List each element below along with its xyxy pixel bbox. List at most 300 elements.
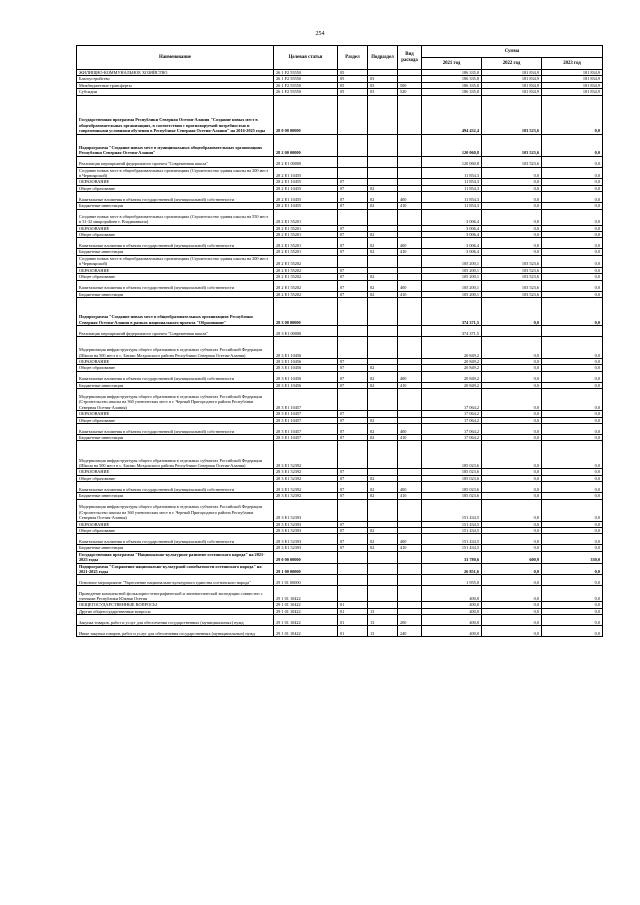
row-vid: 410 (398, 493, 422, 499)
row-vid (398, 551, 422, 563)
row-sum-2021: 11 854,3 (422, 203, 482, 209)
row-sum-2021: 17 064,2 (422, 434, 482, 440)
row-section: 07 (338, 469, 368, 475)
row-sum-2023: 330,0 (542, 551, 603, 563)
row-sum-2021: 374 371,5 (422, 325, 482, 336)
row-target-code: 28 2 E1 55201 (274, 232, 338, 238)
row-target-code: 28 2 E1 55201 (274, 238, 338, 249)
row-sum-2022: 0,0 (482, 493, 542, 499)
row-sum-2022: 103 523,6 (482, 274, 542, 280)
row-subsection (368, 563, 398, 575)
row-name: Бюджетные инвестиции (77, 203, 274, 209)
row-vid: 520 (398, 89, 422, 95)
row-section: 07 (338, 434, 368, 440)
row-section (338, 389, 368, 411)
row-sum-2021: 151 434,5 (422, 499, 482, 521)
row-section (338, 551, 368, 563)
row-vid (398, 134, 422, 156)
row-target-code: 29 1 00 00000 (274, 563, 338, 575)
row-subsection: 02 (368, 185, 398, 191)
row-name: Капитальные вложения в объекты государственной (муниципальной) собственности (77, 280, 274, 291)
row-name: Бюджетные инвестиции (77, 382, 274, 388)
row-sum-2023: 0,0 (542, 499, 603, 521)
row-subsection: 02 (368, 434, 398, 440)
row-name: ОБРАЗОВАНИЕ (77, 267, 274, 273)
row-name: Модернизация инфраструктуры общего образования в отдельных субъектах Российской Федерации (Строительство школы на 360 ученических мест в г. Черный Пригородного района Республики Северная Осетия-Алания) (77, 499, 274, 521)
row-sum-2022: 0,0 (482, 441, 542, 469)
row-vid (398, 255, 422, 267)
row-sum-2021: 185 023,6 (422, 475, 482, 481)
row-target-code: 28 3 E1 52392 (274, 469, 338, 475)
row-sum-2022: 181 834,9 (482, 76, 542, 82)
row-target-code: 28 3 E1 52393 (274, 527, 338, 533)
table-row (77, 575, 603, 586)
row-sum-2022: 103 523,6 (482, 156, 542, 167)
row-section: 07 (338, 358, 368, 364)
row-subsection: 02 (368, 482, 398, 493)
row-sum-2022: 0,0 (482, 365, 542, 371)
row-subsection (368, 336, 398, 358)
row-vid: 200 (398, 615, 422, 626)
row-subsection: 13 (368, 608, 398, 614)
row-target-code: 28 2 E1 00000 (274, 156, 338, 167)
row-sum-2022: 0,0 (482, 371, 542, 382)
row-sum-2022: 0,0 (482, 179, 542, 185)
row-sum-2023: 0,0 (542, 434, 603, 440)
row-sum-2022: 0,0 (482, 608, 542, 614)
row-name: ОБРАЗОВАНИЕ (77, 225, 274, 231)
row-subsection: 02 (368, 382, 398, 388)
row-sum-2022: 0,0 (482, 249, 542, 255)
row-name: Общее образование (77, 365, 274, 371)
row-target-code: 28 3 E1 10456 (274, 358, 338, 364)
row-target-code: 28 2 E1 10455 (274, 192, 338, 203)
header-section: Раздел (338, 46, 368, 70)
table-row (77, 192, 603, 203)
row-subsection (368, 297, 398, 325)
row-name: Бюджетные инвестиции (77, 249, 274, 255)
row-vid: 240 (398, 626, 422, 637)
row-sum-2021: 186 335,8 (422, 70, 482, 76)
row-section: 07 (338, 179, 368, 185)
row-section: 05 (338, 70, 368, 76)
row-name: ОБРАЗОВАНИЕ (77, 469, 274, 475)
row-sum-2022: 0,0 (482, 411, 542, 417)
row-vid: 400 (398, 482, 422, 493)
row-sum-2022: 103 523,6 (482, 95, 542, 134)
row-sum-2022: 0,0 (482, 167, 542, 179)
row-vid (398, 575, 422, 586)
row-subsection: 13 (368, 626, 398, 637)
row-name: Государственная программа "Национально-культурное развитие осетинского народа" на 2021-2025 годы (77, 551, 274, 563)
row-sum-2022: 0,0 (482, 185, 542, 191)
row-sum-2021: 11 854,3 (422, 179, 482, 185)
row-name: Бюджетные инвестиции (77, 493, 274, 499)
row-section: 01 (338, 626, 368, 637)
row-name: Капитальные вложения в объекты государственной (муниципальной) собственности (77, 423, 274, 434)
row-vid: 410 (398, 291, 422, 297)
row-sum-2023: 0,0 (542, 586, 603, 602)
row-name: Закупка товаров, работ и услуг для обеспечения государственных (муниципальных) нужд (77, 615, 274, 626)
row-sum-2023: 0,0 (542, 382, 603, 388)
row-sum-2023: 0,0 (542, 203, 603, 209)
table-row (77, 209, 603, 225)
row-target-code: 29 1 01 10422 (274, 608, 338, 614)
table-row (77, 626, 603, 637)
row-sum-2023: 0,0 (542, 615, 603, 626)
row-sum-2021: 11 854,3 (422, 167, 482, 179)
row-sum-2021: 151 434,5 (422, 534, 482, 545)
row-name: Капитальные вложения в объекты государственной (муниципальной) собственности (77, 238, 274, 249)
table-row (77, 482, 603, 493)
row-subsection: 02 (368, 249, 398, 255)
row-subsection (368, 255, 398, 267)
row-target-code: 28 2 E1 10455 (274, 203, 338, 209)
row-sum-2022: 103 523,6 (482, 255, 542, 267)
row-section (338, 209, 368, 225)
row-sum-2021: 3 006,4 (422, 225, 482, 231)
row-sum-2022: 0,0 (482, 475, 542, 481)
row-target-code: 28 2 E1 55201 (274, 249, 338, 255)
row-sum-2021: 17 064,2 (422, 417, 482, 423)
row-subsection: 02 (368, 274, 398, 280)
row-vid: 400 (398, 423, 422, 434)
row-name: ОБРАЗОВАНИЕ (77, 179, 274, 185)
row-sum-2023: 0,0 (542, 521, 603, 527)
table-row (77, 167, 603, 179)
table-row (77, 336, 603, 358)
row-vid (398, 563, 422, 575)
row-sum-2022: 0,0 (482, 521, 542, 527)
row-sum-2023: 0,0 (542, 545, 603, 551)
row-subsection: 02 (368, 475, 398, 481)
row-subsection: 02 (368, 545, 398, 551)
row-name: Подпрограмма "Сохранение национально-культурной самобытности осетинского народа" на 2021-2025 годы (77, 563, 274, 575)
row-section: 07 (338, 192, 368, 203)
row-subsection (368, 586, 398, 602)
row-subsection (368, 551, 398, 563)
row-section: 07 (338, 371, 368, 382)
table-row (77, 615, 603, 626)
row-vid: 400 (398, 280, 422, 291)
row-subsection: 03 (368, 89, 398, 95)
row-target-code: 29 1 01 10422 (274, 602, 338, 608)
row-section (338, 255, 368, 267)
row-subsection: 02 (368, 493, 398, 499)
table-row (77, 563, 603, 575)
row-subsection: 02 (368, 192, 398, 203)
row-sum-2022: 0,0 (482, 563, 542, 575)
row-sum-2022: 0,0 (482, 534, 542, 545)
row-name: Межбюджетные трансферты (77, 82, 274, 88)
row-sum-2021: 400,0 (422, 615, 482, 626)
row-sum-2023: 0,0 (542, 417, 603, 423)
row-sum-2022: 600,9 (482, 551, 542, 563)
row-subsection: 02 (368, 365, 398, 371)
row-sum-2021: 120 060,8 (422, 134, 482, 156)
row-section: 07 (338, 411, 368, 417)
row-sum-2021: 105 200,1 (422, 255, 482, 267)
row-subsection: 02 (368, 423, 398, 434)
row-sum-2023: 0,0 (542, 209, 603, 225)
row-sum-2021: 11 854,3 (422, 192, 482, 203)
row-subsection: 02 (368, 534, 398, 545)
row-target-code: 28 2 E1 10455 (274, 167, 338, 179)
table-row (77, 423, 603, 434)
row-sum-2022: 0,0 (482, 482, 542, 493)
row-sum-2023: 0,0 (542, 179, 603, 185)
row-sum-2023: 0,0 (542, 185, 603, 191)
row-subsection: 02 (368, 371, 398, 382)
row-sum-2023: 0,0 (542, 267, 603, 273)
row-sum-2022: 0,0 (482, 545, 542, 551)
row-vid (398, 499, 422, 521)
row-sum-2021: 186 335,8 (422, 76, 482, 82)
header-2021: 2021 год (422, 58, 482, 70)
row-vid: 410 (398, 249, 422, 255)
row-sum-2023: 0,0 (542, 469, 603, 475)
row-target-code: 28 3 E1 10457 (274, 417, 338, 423)
row-sum-2021: 400,0 (422, 608, 482, 614)
row-subsection: 02 (368, 291, 398, 297)
row-target-code: 26 1 F2 55550 (274, 89, 338, 95)
row-sum-2022: 0,0 (482, 232, 542, 238)
row-section: 07 (338, 225, 368, 231)
row-sum-2021: 400,0 (422, 602, 482, 608)
row-sum-2023: 0,0 (542, 274, 603, 280)
header-2023: 2023 год (542, 58, 603, 70)
row-name: Общее образование (77, 417, 274, 423)
row-sum-2022: 0,0 (482, 602, 542, 608)
header-sum: Сумма (422, 46, 603, 58)
row-sum-2023: 0,0 (542, 232, 603, 238)
row-sum-2021: 3 006,4 (422, 238, 482, 249)
row-sum-2021: 185 023,6 (422, 441, 482, 469)
row-section: 07 (338, 527, 368, 533)
row-sum-2021: 185 023,6 (422, 493, 482, 499)
row-vid (398, 441, 422, 469)
row-sum-2021: 400,0 (422, 626, 482, 637)
row-vid: 410 (398, 434, 422, 440)
row-sum-2022: 0,0 (482, 238, 542, 249)
row-target-code: 28 3 E1 10456 (274, 336, 338, 358)
row-target-code: 28 3 E1 10457 (274, 423, 338, 434)
row-sum-2022: 0,0 (482, 203, 542, 209)
row-sum-2021: 185 023,6 (422, 482, 482, 493)
row-subsection: 02 (368, 238, 398, 249)
row-sum-2022: 181 834,9 (482, 89, 542, 95)
row-subsection (368, 95, 398, 134)
row-name: Реализация мероприятий федерального проекта "Современная школа" (77, 156, 274, 167)
row-name: Благоустройство (77, 76, 274, 82)
row-name: Создание новых мест в общеобразовательных организациях (Строительство здания школы на 200 мест в Черноярской) (77, 255, 274, 267)
row-name: Государственная программа Республики Северная Осетия-Алания "Создание новых мест в общеобразовательных организациях, в соответствии с прогнозируемой потребностью и современными условиями обучения в Республике Северная Осетия-Алания" на 2016-2025 годы (77, 95, 274, 134)
table-row (77, 499, 603, 521)
row-target-code: 28 3 E1 00000 (274, 325, 338, 336)
row-sum-2021: 151 434,5 (422, 521, 482, 527)
row-section (338, 325, 368, 336)
row-sum-2022: 0,0 (482, 434, 542, 440)
row-vid: 500 (398, 82, 422, 88)
row-sum-2023: 0,0 (542, 280, 603, 291)
row-name: Модернизация инфраструктуры общего образования в отдельных субъектах Российской Федерации (Строительство школы на 360 ученических мест в г. Черный Пригородного района Республики Северная Осетия-Алания) (77, 389, 274, 411)
row-target-code: 29 1 01 10422 (274, 626, 338, 637)
row-section: 07 (338, 482, 368, 493)
row-sum-2023: 0,0 (542, 371, 603, 382)
row-subsection (368, 441, 398, 469)
row-sum-2021: 400,0 (422, 586, 482, 602)
table-row (77, 70, 603, 76)
row-vid: 410 (398, 203, 422, 209)
row-vid (398, 586, 422, 602)
row-target-code: 28 3 E1 52392 (274, 475, 338, 481)
row-name: Субсидии (77, 89, 274, 95)
row-name: ЖИЛИЩНО-КОММУНАЛЬНОЕ ХОЗЯЙСТВО (77, 70, 274, 76)
row-name: Подпрограмма "Создание новых мест в общеобразовательных организациях Республики Северная Осетия-Алания в рамках национального проекта "Образование" (77, 297, 274, 325)
row-sum-2023: 0,0 (542, 389, 603, 411)
row-sum-2021: 17 064,2 (422, 389, 482, 411)
row-sum-2023: 0,0 (542, 534, 603, 545)
row-sum-2023: 181 834,9 (542, 70, 603, 76)
row-sum-2021: 105 200,1 (422, 291, 482, 297)
row-vid: 410 (398, 382, 422, 388)
row-section (338, 336, 368, 358)
row-section: 07 (338, 521, 368, 527)
header-vid: Вид расхода (398, 46, 422, 70)
row-sum-2022: 0,0 (482, 389, 542, 411)
row-sum-2023: 0,0 (542, 134, 603, 156)
row-vid: 410 (398, 545, 422, 551)
row-subsection: 03 (368, 82, 398, 88)
row-vid (398, 325, 422, 336)
row-sum-2023: 0,0 (542, 411, 603, 417)
row-sum-2023: 0,0 (542, 192, 603, 203)
row-sum-2023: 0,0 (542, 527, 603, 533)
row-target-code: 28 3 E1 52393 (274, 545, 338, 551)
row-sum-2023: 0,0 (542, 608, 603, 614)
row-sum-2023: 0,0 (542, 291, 603, 297)
header-2022: 2022 год (482, 58, 542, 70)
table-row (77, 371, 603, 382)
row-vid (398, 389, 422, 411)
row-sum-2022: 0,0 (482, 469, 542, 475)
row-sum-2023: 0,0 (542, 249, 603, 255)
row-section: 01 (338, 615, 368, 626)
row-sum-2022: 0,0 (482, 209, 542, 225)
row-section: 07 (338, 382, 368, 388)
row-target-code: 28 2 E1 55202 (274, 267, 338, 273)
row-section: 07 (338, 238, 368, 249)
row-sum-2023: 0,0 (542, 563, 603, 575)
row-sum-2021: 20 849,2 (422, 336, 482, 358)
row-section: 07 (338, 545, 368, 551)
row-target-code: 28 3 E1 52392 (274, 493, 338, 499)
row-sum-2023: 0,0 (542, 365, 603, 371)
row-sum-2021: 20 849,2 (422, 358, 482, 364)
row-target-code: 29 1 01 10422 (274, 586, 338, 602)
row-target-code: 28 3 E1 52393 (274, 534, 338, 545)
row-subsection (368, 499, 398, 521)
row-section (338, 297, 368, 325)
row-sum-2023: 0,0 (542, 423, 603, 434)
row-vid (398, 156, 422, 167)
row-section (338, 586, 368, 602)
row-sum-2023: 0,0 (542, 626, 603, 637)
row-section: 07 (338, 493, 368, 499)
row-vid: 400 (398, 192, 422, 203)
row-target-code: 26 1 F2 55550 (274, 76, 338, 82)
row-name: Иные закупки товаров, работ и услуг для обеспечения государственных (муниципальных) нужд (77, 626, 274, 637)
row-name: Капитальные вложения в объекты государственной (муниципальной) собственности (77, 482, 274, 493)
row-sum-2022: 0,0 (482, 336, 542, 358)
page-number: 254 (315, 31, 325, 37)
row-section: 07 (338, 203, 368, 209)
table-row (77, 255, 603, 267)
row-name: Капитальные вложения в объекты государственной (муниципальной) собственности (77, 534, 274, 545)
row-subsection (368, 134, 398, 156)
row-sum-2021: 17 064,2 (422, 411, 482, 417)
row-target-code: 28 3 E1 10457 (274, 411, 338, 417)
row-section: 07 (338, 249, 368, 255)
budget-table (76, 45, 603, 637)
row-name: Модернизация инфраструктуры общего образования в отдельных субъектах Российской Федерации (Школа на 500 мест в с. Батако Моздокского района Республики Северная Осетия-Алания) (77, 336, 274, 358)
row-name: ОБЩЕГОСУДАРСТВЕННЫЕ ВОПРОСЫ (77, 602, 274, 608)
row-sum-2023: 0,0 (542, 493, 603, 499)
table-row (77, 280, 603, 291)
row-vid: 400 (398, 371, 422, 382)
row-name: Бюджетные инвестиции (77, 434, 274, 440)
row-vid (398, 95, 422, 134)
row-subsection: 02 (368, 527, 398, 533)
row-section (338, 563, 368, 575)
row-name: Капитальные вложения в объекты государственной (муниципальной) собственности (77, 371, 274, 382)
header-subsection: Подраздел (368, 46, 398, 70)
row-name: Модернизация инфраструктуры общего образования в отдельных субъектах Российской Федерации (Школа на 500 мест в с. Батако Моздокского района Республики Северная Осетия-Алания) (77, 441, 274, 469)
row-sum-2023: 0,0 (542, 441, 603, 469)
row-target-code: 28 3 E1 10456 (274, 365, 338, 371)
row-subsection: 03 (368, 76, 398, 82)
row-sum-2023: 0,0 (542, 95, 603, 134)
row-sum-2023: 0,0 (542, 238, 603, 249)
row-sum-2023: 0,0 (542, 358, 603, 364)
row-name: ОБРАЗОВАНИЕ (77, 358, 274, 364)
table-row (77, 238, 603, 249)
row-sum-2022: 0,0 (482, 499, 542, 521)
row-sum-2021: 120 060,8 (422, 156, 482, 167)
row-sum-2023: 0,0 (542, 475, 603, 481)
row-section: 07 (338, 417, 368, 423)
row-sum-2022: 0,0 (482, 192, 542, 203)
row-subsection: 02 (368, 417, 398, 423)
row-sum-2023: 0,0 (542, 482, 603, 493)
row-sum-2021: 26 851,6 (422, 563, 482, 575)
row-sum-2022: 0,0 (482, 527, 542, 533)
row-section: 07 (338, 185, 368, 191)
row-subsection (368, 389, 398, 411)
row-section (338, 167, 368, 179)
row-section: 07 (338, 280, 368, 291)
row-sum-2021: 151 434,5 (422, 545, 482, 551)
row-section: 07 (338, 291, 368, 297)
table-row (77, 297, 603, 325)
row-subsection: 02 (368, 232, 398, 238)
row-sum-2023: 181 834,9 (542, 76, 603, 82)
row-sum-2022: 0,0 (482, 575, 542, 586)
row-target-code: 28 3 E1 52393 (274, 499, 338, 521)
row-subsection (368, 167, 398, 179)
row-subsection (368, 325, 398, 336)
table-row (77, 325, 603, 336)
